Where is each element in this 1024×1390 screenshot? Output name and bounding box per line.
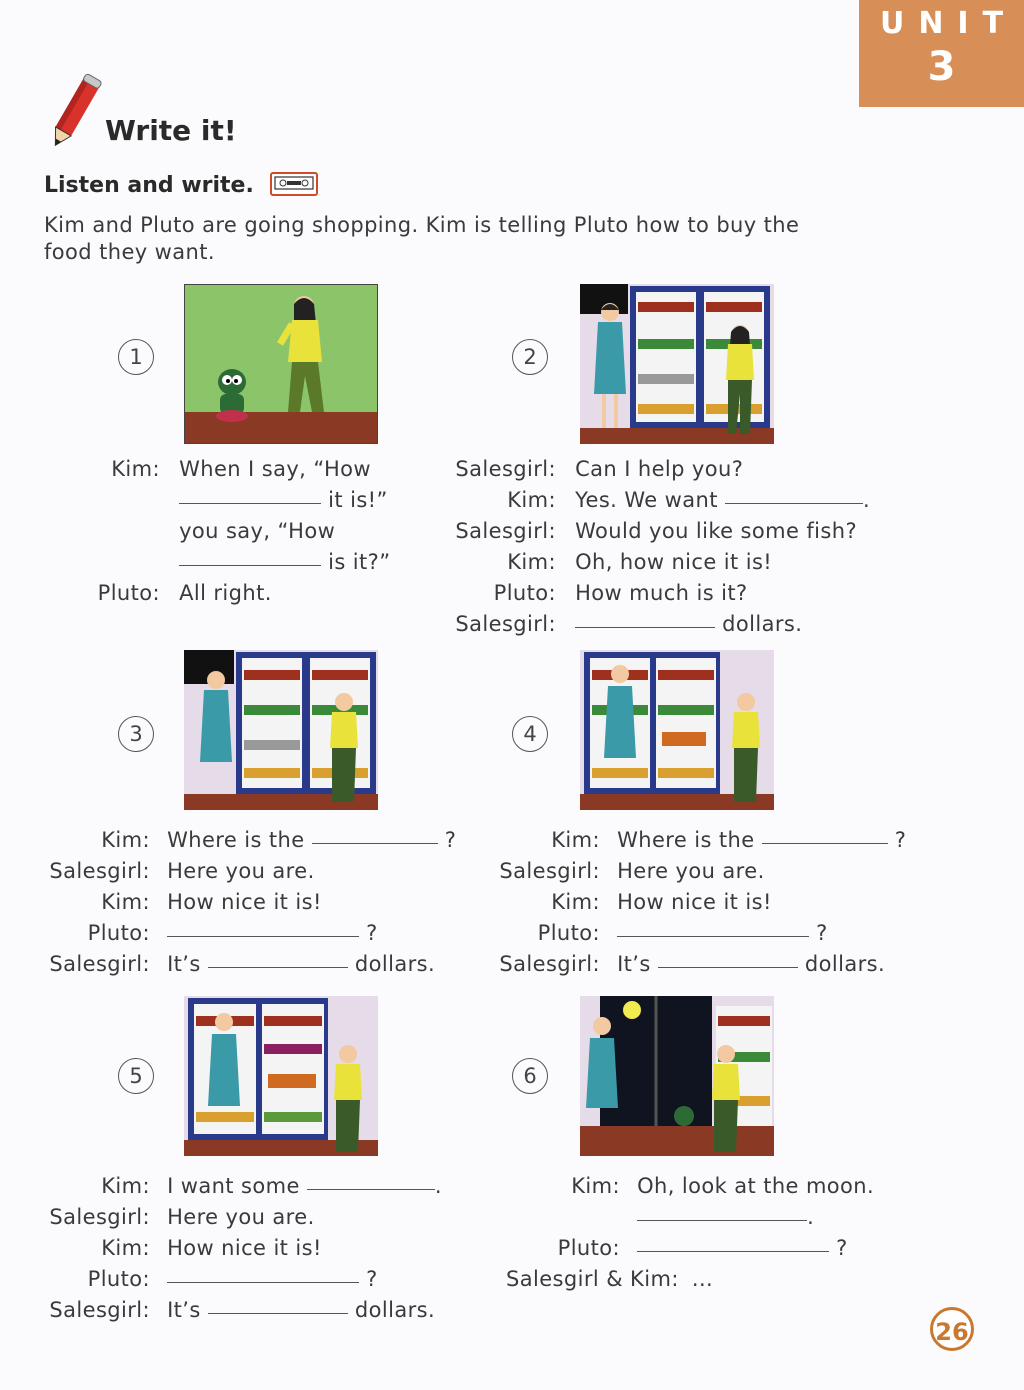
speaker: Kim: bbox=[101, 890, 150, 914]
dialogue-line: ? bbox=[894, 828, 907, 852]
dialogue-line: It’s bbox=[167, 952, 201, 976]
dialogue-line: dollars. bbox=[804, 952, 886, 976]
dialogue-line: ... bbox=[691, 1267, 714, 1291]
answer-blank[interactable] bbox=[658, 949, 798, 968]
intro-line: food they want. bbox=[44, 240, 215, 264]
answer-blank[interactable] bbox=[725, 485, 863, 504]
illustration-moon-scene bbox=[580, 996, 774, 1156]
answer-blank[interactable] bbox=[575, 609, 715, 628]
speaker: Salesgirl: bbox=[455, 519, 556, 543]
dialogue-line: How much is it? bbox=[575, 581, 748, 605]
speaker: Salesgirl: bbox=[49, 1205, 150, 1229]
dialogue-line: Yes. We want bbox=[575, 488, 718, 512]
illustration-shop bbox=[184, 996, 378, 1156]
dialogue-line: ? bbox=[444, 828, 457, 852]
speaker: Kim: bbox=[101, 1236, 150, 1260]
instruction-text: Listen and write. bbox=[44, 173, 254, 198]
dialogue-line: ? bbox=[366, 921, 378, 945]
dialogue-line: it is!” bbox=[328, 488, 388, 512]
speaker: Pluto: bbox=[537, 921, 600, 945]
dialogue-line: Where is the bbox=[617, 828, 755, 852]
speaker: Kim: bbox=[111, 457, 160, 481]
answer-blank[interactable] bbox=[637, 1233, 829, 1252]
speaker: Salesgirl: bbox=[499, 952, 600, 976]
answer-blank[interactable] bbox=[179, 485, 321, 504]
dialogue-line: Here you are. bbox=[617, 859, 765, 883]
dialogue-4 bbox=[494, 825, 906, 980]
speaker: Salesgirl: bbox=[49, 1298, 150, 1322]
dialogue-line: . bbox=[807, 1205, 815, 1229]
unit-label: UNIT bbox=[879, 6, 1018, 41]
answer-blank[interactable] bbox=[637, 1202, 807, 1221]
dialogue-line: Here you are. bbox=[167, 1205, 315, 1229]
dialogue-line: ? bbox=[836, 1236, 848, 1260]
pencil-icon bbox=[44, 70, 104, 152]
dialogue-2 bbox=[440, 454, 870, 640]
answer-blank[interactable] bbox=[208, 949, 348, 968]
dialogue-line: ? bbox=[366, 1267, 378, 1291]
dialogue-line: When I say, “How bbox=[179, 457, 371, 481]
speaker: Salesgirl & Kim: bbox=[506, 1267, 679, 1291]
speaker: Salesgirl: bbox=[49, 952, 150, 976]
illustration-shop bbox=[580, 650, 774, 810]
dialogue-line: All right. bbox=[179, 581, 272, 605]
unit-tab bbox=[859, 0, 1024, 107]
speaker: Kim: bbox=[571, 1174, 620, 1198]
dialogue-line: How nice it is! bbox=[167, 1236, 322, 1260]
dialogue-line: Oh, look at the moon. bbox=[637, 1174, 875, 1198]
dialogue-line: Where is the bbox=[167, 828, 305, 852]
instruction bbox=[44, 171, 318, 198]
speaker: Kim: bbox=[101, 828, 150, 852]
speaker: Kim: bbox=[507, 488, 556, 512]
dialogue-line: How nice it is! bbox=[617, 890, 772, 914]
illustration-shop bbox=[580, 284, 774, 444]
speaker: Salesgirl: bbox=[499, 859, 600, 883]
exercise-number: 2 bbox=[512, 339, 548, 375]
cassette-icon bbox=[270, 171, 318, 197]
speaker: Kim: bbox=[101, 1174, 150, 1198]
dialogue-line: Oh, how nice it is! bbox=[575, 550, 773, 574]
dialogue-line: is it?” bbox=[328, 550, 391, 574]
speaker: Pluto: bbox=[87, 921, 150, 945]
dialogue-line: dollars. bbox=[354, 1298, 436, 1322]
exercise-number: 5 bbox=[118, 1058, 154, 1094]
speaker: Kim: bbox=[551, 828, 600, 852]
speaker: Kim: bbox=[551, 890, 600, 914]
page-title: Write it! bbox=[105, 114, 237, 147]
answer-blank[interactable] bbox=[179, 547, 321, 566]
dialogue-line: How nice it is! bbox=[167, 890, 322, 914]
answer-blank[interactable] bbox=[617, 918, 809, 937]
dialogue-line: . bbox=[862, 488, 871, 512]
speaker: Pluto: bbox=[87, 1267, 150, 1291]
dialogue-line: I want some bbox=[167, 1174, 300, 1198]
dialogue-6 bbox=[506, 1171, 874, 1295]
dialogue-line: It’s bbox=[167, 1298, 201, 1322]
intro-line: Kim and Pluto are going shopping. Kim is telling Pluto how to buy the bbox=[44, 213, 800, 237]
unit-number: 3 bbox=[927, 44, 956, 90]
illustration-shop bbox=[184, 650, 378, 810]
dialogue-line: It’s bbox=[617, 952, 651, 976]
answer-blank[interactable] bbox=[167, 918, 359, 937]
exercise-number: 3 bbox=[118, 716, 154, 752]
answer-blank[interactable] bbox=[762, 825, 888, 844]
speaker: Pluto: bbox=[557, 1236, 620, 1260]
answer-blank[interactable] bbox=[312, 825, 438, 844]
moon-icon bbox=[623, 1001, 641, 1019]
intro-text bbox=[44, 212, 944, 266]
dialogue-line: Would you like some fish? bbox=[575, 519, 858, 543]
dialogue-line: Can I help you? bbox=[575, 457, 744, 481]
answer-blank[interactable] bbox=[307, 1171, 435, 1190]
dialogue-line: dollars. bbox=[354, 952, 436, 976]
exercise-number: 6 bbox=[512, 1058, 548, 1094]
dialogue-line: dollars. bbox=[722, 612, 803, 636]
dialogue-line: ? bbox=[816, 921, 828, 945]
speaker: Pluto: bbox=[97, 581, 160, 605]
speaker: Salesgirl: bbox=[455, 457, 556, 481]
dialogue-5 bbox=[48, 1171, 442, 1326]
answer-blank[interactable] bbox=[208, 1295, 348, 1314]
dialogue-3 bbox=[48, 825, 456, 980]
speaker: Salesgirl: bbox=[455, 612, 556, 636]
speaker: Salesgirl: bbox=[49, 859, 150, 883]
exercise-number: 4 bbox=[512, 716, 548, 752]
answer-blank[interactable] bbox=[167, 1264, 359, 1283]
dialogue-line: you say, “How bbox=[179, 519, 336, 543]
dialogue-1 bbox=[88, 454, 391, 609]
dialogue-line: . bbox=[434, 1174, 442, 1198]
illustration-classroom bbox=[184, 284, 378, 444]
page-number: 26 bbox=[930, 1307, 974, 1351]
speaker: Kim: bbox=[507, 550, 556, 574]
exercise-number: 1 bbox=[118, 339, 154, 375]
dialogue-line: Here you are. bbox=[167, 859, 315, 883]
speaker: Pluto: bbox=[493, 581, 556, 605]
